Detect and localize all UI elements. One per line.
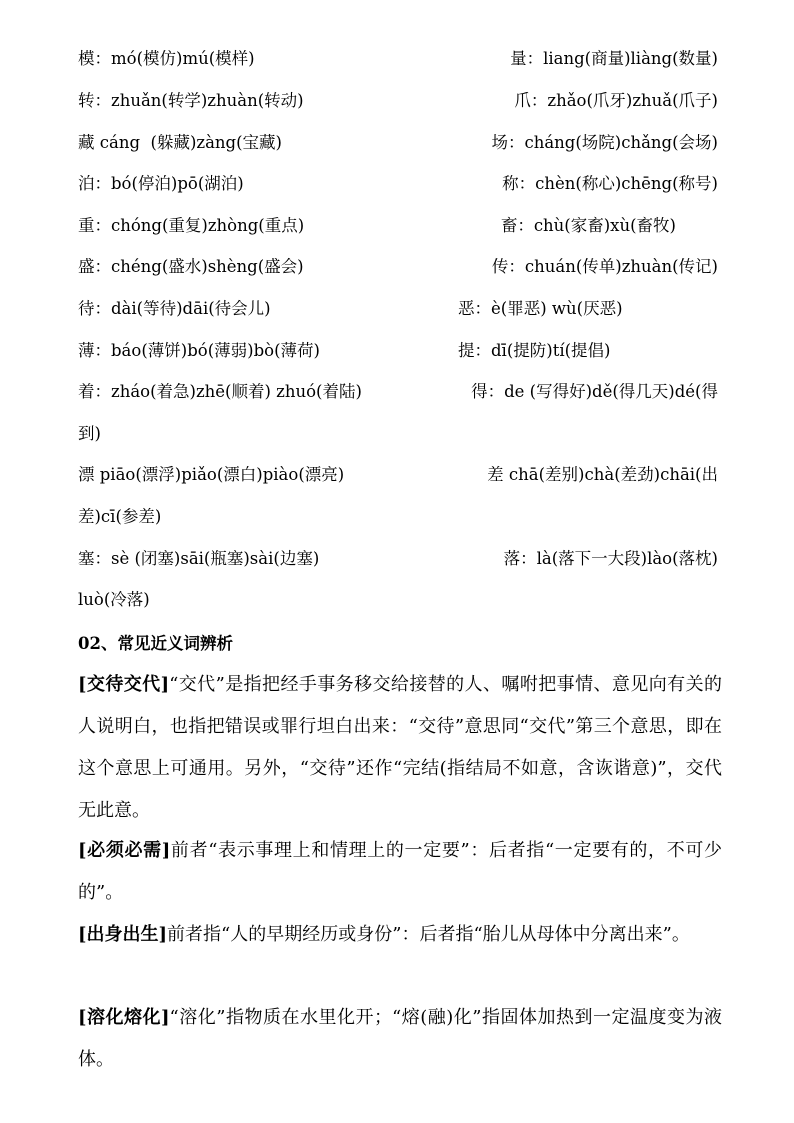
synonym-term: [出身出生] <box>78 924 168 945</box>
polyphone-left: 盛：chéng(盛水)shèng(盛会) <box>78 257 304 276</box>
polyphone-row-continued <box>78 586 718 614</box>
polyphone-left: 藏 cáng (躲藏)zàng(宝藏) <box>78 133 282 152</box>
synonym-entry <box>78 997 722 1081</box>
polyphone-right: 称：chèn(称心)chēng(称号) <box>502 174 718 193</box>
polyphone-row <box>78 170 718 198</box>
polyphone-row-continued <box>78 503 718 531</box>
polyphone-right: 量：liang(商量)liàng(数量) <box>510 49 718 68</box>
synonym-explanation: “溶化”指物质在水里化开；“熔(融)化”指固体加热到一定温度变为液体。 <box>78 1007 722 1070</box>
synonym-term: [必须必需] <box>78 840 171 861</box>
synonym-term: [溶化熔化] <box>78 1007 170 1028</box>
synonym-entry <box>78 830 722 914</box>
polyphone-row <box>78 295 718 323</box>
polyphone-left: 转：zhuǎn(转学)zhuàn(转动) <box>78 91 304 110</box>
polyphone-right: 畜：chù(家畜)xù(畜牧) <box>500 216 676 235</box>
polyphone-right: 差 chā(差别)chà(差劲)chāi(出 <box>487 465 718 484</box>
synonym-entry <box>78 664 722 832</box>
synonym-explanation: 前者指“人的早期经历或身份”：后者指“胎儿从母体中分离出来”。 <box>167 924 690 945</box>
polyphone-left: 差)cī(参差) <box>78 507 162 526</box>
synonym-entry <box>78 914 722 956</box>
synonym-explanation: 前者“表示事理上和情理上的一定要”：后者指“一定要有的，不可少的”。 <box>78 840 722 903</box>
polyphone-left: 重：chóng(重复)zhòng(重点) <box>78 216 305 235</box>
polyphone-row <box>78 253 718 281</box>
polyphone-left: 到) <box>78 424 101 443</box>
polyphone-right: 传：chuán(传单)zhuàn(传记) <box>491 257 718 276</box>
polyphone-right: 得：de (写得好)dě(得几天)dé(得 <box>471 382 718 401</box>
polyphone-row <box>78 337 718 365</box>
polyphone-left: luò(冷落) <box>78 590 150 609</box>
polyphone-right: 爪：zhǎo(爪牙)zhuǎ(爪子) <box>514 91 718 110</box>
polyphone-row <box>78 45 718 73</box>
polyphone-right: 提：dī(提防)tí(提倡) <box>458 341 611 360</box>
polyphone-row <box>78 212 718 240</box>
polyphone-row <box>78 378 718 406</box>
polyphone-row <box>78 87 718 115</box>
polyphone-row <box>78 129 718 157</box>
polyphone-left: 漂 piāo(漂浮)piǎo(漂白)piào(漂亮) <box>78 465 345 484</box>
polyphone-left: 待：dài(等待)dāi(待会儿) <box>78 299 271 318</box>
polyphone-left: 泊：bó(停泊)pō(湖泊) <box>78 174 244 193</box>
section-title: 02、常见近义词辨析 <box>78 634 233 653</box>
synonym-explanation: “交代”是指把经手事务移交给接替的人、嘱咐把事情、意见向有关的人说明白，也指把错误或罪行坦白出来：“交待”意思同“交代”第三个意思，即在这个意思上可通用。另外，“交待”还作“完结(指结局不如意，含诙谐意)”，交代无此意。 <box>78 674 722 821</box>
polyphone-left: 模：mó(模仿)mú(模样) <box>78 49 255 68</box>
synonym-term: [交待交代] <box>78 674 170 695</box>
polyphone-left: 着：zháo(着急)zhē(顺着) zhuó(着陆) <box>78 382 362 401</box>
polyphone-left: 塞：sè (闭塞)sāi(瓶塞)sài(边塞) <box>78 549 320 568</box>
polyphone-row-continued <box>78 420 718 448</box>
polyphone-right: 场：cháng(场院)chǎng(会场) <box>491 133 718 152</box>
polyphone-row <box>78 545 718 573</box>
polyphone-left: 薄：báo(薄饼)bó(薄弱)bò(薄荷) <box>78 341 320 360</box>
polyphone-row <box>78 461 718 489</box>
polyphone-right: 恶：è(罪恶) wù(厌恶) <box>458 299 623 318</box>
polyphone-right: 落：là(落下一大段)lào(落枕) <box>503 549 718 568</box>
